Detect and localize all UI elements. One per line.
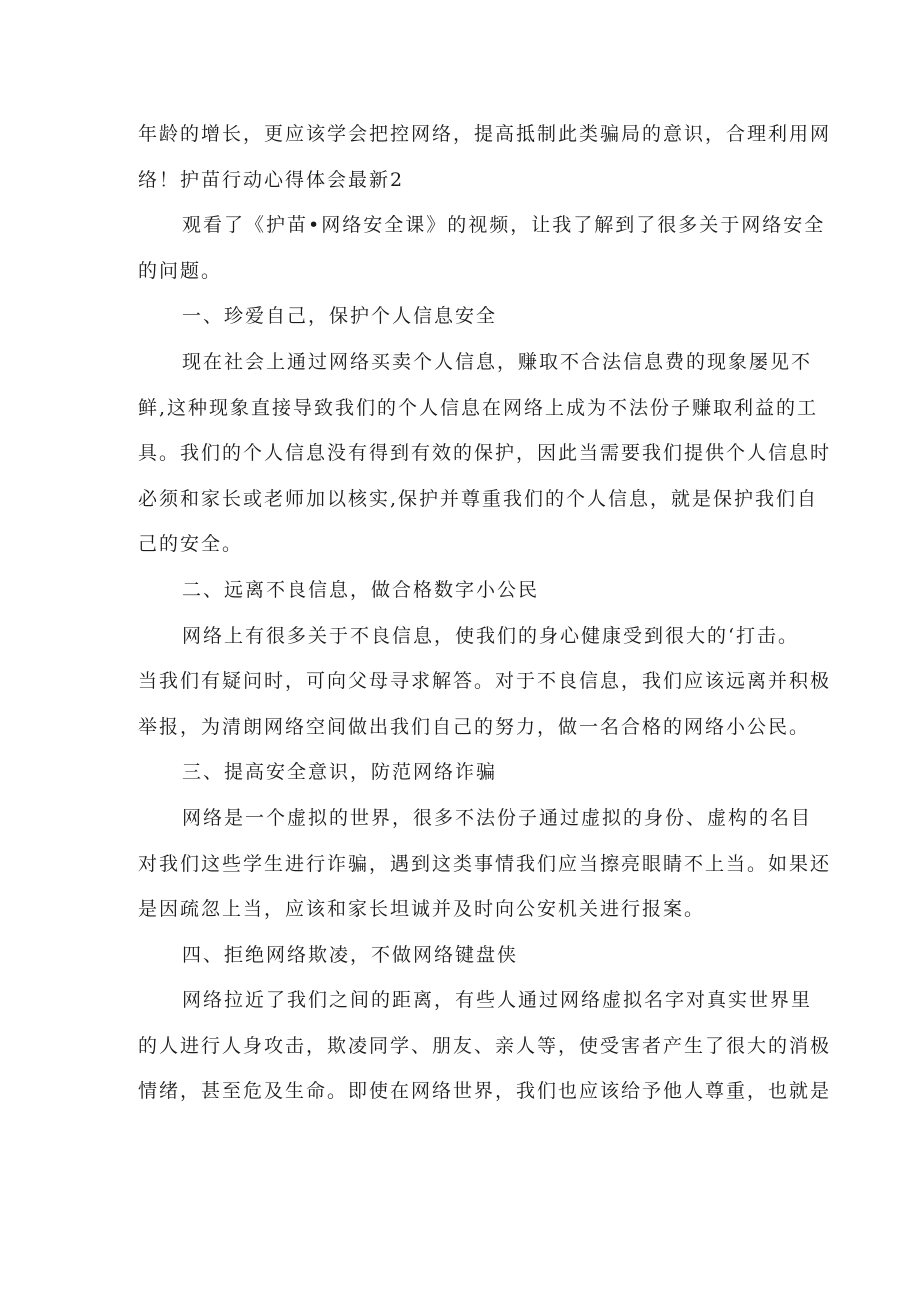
text-line: 举报，为清朗网络空间做出我们自己的努力，做一名合格的网络小公民。	[138, 715, 811, 738]
text-line: 必须和家长或老师加以核实,保护并尊重我们的个人信息，就是保护我们自	[138, 487, 819, 510]
text-line: 是因疏忽上当，应该和家长坦诚并及时向公安机关进行报案。	[138, 898, 706, 921]
text-line: 络！护苗行动心得体会最新2	[138, 168, 405, 191]
text-line: 具。我们的个人信息没有得到有效的保护，因此当需要我们提供个人信息时	[138, 442, 832, 465]
text-line: 的人进行人身攻击，欺凌同学、朋友、亲人等，使受害者产生了很大的消极	[138, 1034, 832, 1057]
paragraph-start-line: 网络是一个虚拟的世界，很多不法份子通过虚拟的身份、虚构的名目	[182, 806, 813, 829]
text-line: 当我们有疑问时，可向父母寻求解答。对于不良信息，我们应该远离并积极	[138, 670, 832, 693]
section-heading: 一、珍爱自己，保护个人信息安全	[182, 305, 498, 328]
text-line: 年龄的增长，更应该学会把控网络，提高抵制此类骗局的意识，合理利用网	[138, 123, 832, 145]
section-heading: 二、远离不良信息，做合格数字小公民	[182, 578, 540, 601]
text-line: 的问题。	[138, 259, 223, 282]
text-line: 情绪，甚至危及生命。即使在网络世界，我们也应该给予他人尊重，也就是	[138, 1080, 832, 1103]
section-heading: 四、拒绝网络欺凌，不做网络键盘侠	[182, 943, 519, 966]
text-line: 鲜,这种现象直接导致我们的个人信息在网络上成为不法份子赚取利益的工	[138, 396, 819, 419]
paragraph-start-line: 观看了《护苗•网络安全课》的视频，让我了解到了很多关于网络安全	[182, 214, 826, 237]
paragraph-start-line: 网络拉近了我们之间的距离，有些人通过网络虚拟名字对真实世界里	[182, 989, 813, 1012]
document-body	[138, 112, 832, 1115]
paragraph-start-line: 现在社会上通过网络买卖个人信息，赚取不合法信息费的现象屡见不	[182, 350, 813, 373]
paragraph-start-line: 网络上有很多关于不良信息，使我们的身心健康受到很大的‘打击。	[182, 624, 800, 647]
section-heading: 三、提高安全意识，防范网络诈骗	[182, 761, 498, 784]
text-line: 对我们这些学生进行诈骗，遇到这类事情我们应当擦亮眼睛不上当。如果还	[138, 852, 832, 875]
text-line: 己的安全。	[138, 533, 244, 556]
